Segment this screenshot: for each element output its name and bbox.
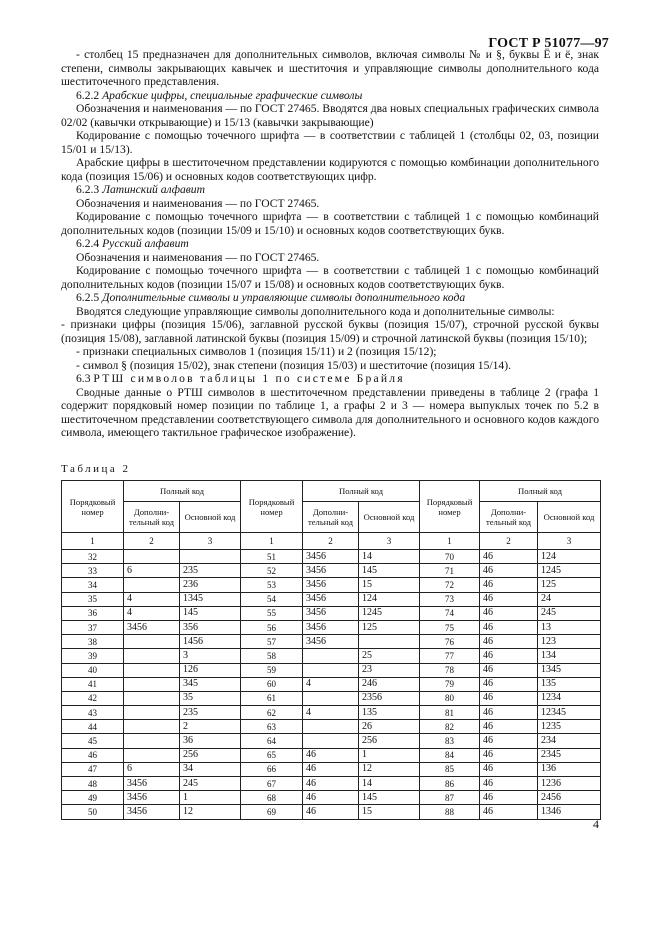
cell-main-code: 134	[538, 649, 601, 663]
cell-additional-code: 46	[480, 663, 538, 677]
cell-order-number: 32	[62, 550, 124, 564]
cell-main-code: 1245	[538, 564, 601, 578]
cell-additional-code: 46	[303, 762, 359, 776]
paragraph: Обозначения и наименования — по ГОСТ 27465.	[76, 250, 320, 264]
cell-order-number: 83	[420, 734, 480, 748]
cell-main-code: 145	[180, 606, 241, 620]
cell-additional-code: 3456	[303, 635, 359, 649]
cell-order-number: 45	[62, 734, 124, 748]
cell-additional-code: 46	[480, 620, 538, 634]
cell-main-code: 123	[538, 635, 601, 649]
cell-order-number: 81	[420, 706, 480, 720]
cell-order-number: 60	[241, 677, 303, 691]
paragraph: Кодирование с помощью точечного шрифта — в соответствии с таблицей 1 с помощью комбинаций дополнительных кодов (позиции 15/09 и 15/10) и основных кодов соответствующих букв.	[61, 210, 599, 237]
cell-additional-code: 46	[480, 606, 538, 620]
cell-main-code: 1345	[180, 592, 241, 606]
table-row	[62, 706, 601, 720]
cell-order-number: 33	[62, 564, 124, 578]
cell-additional-code	[124, 748, 180, 762]
cell-order-number: 50	[62, 805, 124, 819]
cell-additional-code: 46	[480, 564, 538, 578]
cell-order-number: 65	[241, 748, 303, 762]
header-full-code: Полный код	[303, 481, 420, 502]
cell-main-code: 25	[359, 649, 420, 663]
cell-order-number: 75	[420, 620, 480, 634]
cell-additional-code	[124, 734, 180, 748]
list-item: - признаки цифры (позиция 15/06), заглавной русской буквы (позиция 15/07), строчной русской буквы (позиция 15/08), заглавной латинской буквы (позиция 15/09) и строчной латинской буквы (позиция 15/10);	[61, 318, 599, 345]
cell-order-number: 87	[420, 791, 480, 805]
cell-additional-code	[124, 720, 180, 734]
cell-additional-code: 6	[124, 564, 180, 578]
table-caption: Таблица 2	[61, 463, 131, 475]
cell-order-number: 44	[62, 720, 124, 734]
column-number: 1	[420, 533, 480, 550]
section-heading-6-2-3: 6.2.3 Латинский алфавит	[76, 183, 205, 196]
cell-additional-code: 46	[480, 649, 538, 663]
column-number: 3	[538, 533, 601, 550]
cell-main-code: 124	[359, 592, 420, 606]
cell-order-number: 76	[420, 635, 480, 649]
cell-main-code: 234	[538, 734, 601, 748]
cell-additional-code	[124, 550, 180, 564]
cell-order-number: 61	[241, 691, 303, 705]
cell-main-code: 1	[359, 748, 420, 762]
header-main-code: Основной код	[538, 502, 601, 533]
table-row	[62, 791, 601, 805]
cell-additional-code	[124, 691, 180, 705]
cell-additional-code: 46	[480, 748, 538, 762]
cell-order-number: 77	[420, 649, 480, 663]
cell-additional-code: 3456	[303, 620, 359, 634]
cell-order-number: 53	[241, 578, 303, 592]
cell-additional-code: 3456	[303, 550, 359, 564]
cell-main-code: 345	[180, 677, 241, 691]
header-full-code: Полный код	[124, 481, 241, 502]
cell-main-code: 245	[180, 777, 241, 791]
cell-order-number: 37	[62, 620, 124, 634]
cell-order-number: 70	[420, 550, 480, 564]
cell-additional-code: 46	[480, 734, 538, 748]
cell-main-code	[180, 550, 241, 564]
paragraph: Кодирование с помощью точечного шрифта — в соответствии с таблицей 1 с помощью комбинаций дополнительных кодов (позиции 15/07 и 15/08) и основных кодов соответствующих букв.	[61, 264, 599, 291]
cell-main-code: 1346	[538, 805, 601, 819]
table-row	[62, 550, 601, 564]
cell-main-code: 356	[180, 620, 241, 634]
cell-main-code: 124	[538, 550, 601, 564]
cell-order-number: 38	[62, 635, 124, 649]
braille-table	[61, 480, 601, 820]
cell-additional-code: 4	[124, 592, 180, 606]
cell-main-code: 135	[359, 706, 420, 720]
cell-additional-code: 6	[124, 762, 180, 776]
cell-main-code: 24	[538, 592, 601, 606]
table-row	[62, 777, 601, 791]
table-row	[62, 592, 601, 606]
table-row	[62, 691, 601, 705]
cell-order-number: 34	[62, 578, 124, 592]
cell-additional-code: 46	[303, 805, 359, 819]
cell-order-number: 86	[420, 777, 480, 791]
cell-main-code: 256	[359, 734, 420, 748]
cell-additional-code	[303, 649, 359, 663]
cell-main-code: 12345	[538, 706, 601, 720]
cell-additional-code: 3456	[303, 578, 359, 592]
cell-main-code: 23	[359, 663, 420, 677]
header-order-number: Порядковый номер	[62, 481, 124, 533]
cell-order-number: 56	[241, 620, 303, 634]
cell-order-number: 74	[420, 606, 480, 620]
cell-main-code: 12	[359, 762, 420, 776]
table-body	[62, 550, 601, 820]
page-number: 4	[593, 817, 599, 831]
cell-main-code: 15	[359, 578, 420, 592]
cell-order-number: 72	[420, 578, 480, 592]
cell-additional-code: 3456	[303, 592, 359, 606]
table-row	[62, 734, 601, 748]
cell-main-code: 145	[359, 564, 420, 578]
cell-additional-code: 46	[480, 578, 538, 592]
cell-order-number: 54	[241, 592, 303, 606]
table-row	[62, 748, 601, 762]
cell-order-number: 42	[62, 691, 124, 705]
body-text	[61, 48, 599, 440]
table-row	[62, 805, 601, 819]
table-row	[62, 564, 601, 578]
cell-main-code: 2	[180, 720, 241, 734]
cell-additional-code: 46	[303, 791, 359, 805]
table-row	[62, 720, 601, 734]
cell-main-code: 36	[180, 734, 241, 748]
cell-additional-code: 46	[480, 592, 538, 606]
cell-additional-code	[124, 706, 180, 720]
cell-order-number: 36	[62, 606, 124, 620]
table-row	[62, 762, 601, 776]
cell-additional-code: 46	[480, 805, 538, 819]
cell-main-code: 236	[180, 578, 241, 592]
cell-additional-code: 46	[480, 720, 538, 734]
cell-order-number: 46	[62, 748, 124, 762]
cell-additional-code: 4	[124, 606, 180, 620]
cell-order-number: 48	[62, 777, 124, 791]
cell-main-code: 14	[359, 550, 420, 564]
cell-order-number: 84	[420, 748, 480, 762]
cell-order-number: 69	[241, 805, 303, 819]
cell-order-number: 59	[241, 663, 303, 677]
cell-order-number: 49	[62, 791, 124, 805]
cell-additional-code	[124, 663, 180, 677]
cell-order-number: 73	[420, 592, 480, 606]
table-row	[62, 606, 601, 620]
paragraph: Обозначения и наименования — по ГОСТ 27465. Вводятся два новых специальных графических символа 02/02 (кавычки открывающие) и 15/13 (кавычки закрывающие)	[61, 102, 599, 129]
paragraph: Сводные данные о РТШ символов в шеститочечном представлении приведены в таблице 2 (графа 1 содержит порядковый номер позиции по таблице 1, а графы 2 и 3 — номера выпуклых точек по 5.2 в шеститочечном представлении соответствующего символа для дополнительного и основного кодов каждого символа, имеющего тактильное графическое изображение).	[61, 385, 599, 439]
cell-main-code: 125	[359, 620, 420, 634]
column-number: 2	[303, 533, 359, 550]
cell-additional-code: 46	[480, 550, 538, 564]
cell-main-code: 2345	[538, 748, 601, 762]
paragraph: - столбец 15 предназначен для дополнительных символов, включая символы № и §, буквы Ё и ё, знак степени, символы закрывающих кавычек и шеститочия и управляющие символы дополнительного кода шеститочечного представления.	[61, 48, 599, 88]
header-main-code: Основной код	[180, 502, 241, 533]
header-order-number: Порядковый номер	[420, 481, 480, 533]
cell-additional-code: 3456	[303, 606, 359, 620]
list-item: - символ § (позиция 15/02), знак степени (позиция 15/03) и шеститочие (позиция 15/14).	[76, 358, 511, 372]
cell-order-number: 66	[241, 762, 303, 776]
table-row	[62, 663, 601, 677]
cell-additional-code: 3456	[303, 564, 359, 578]
cell-order-number: 64	[241, 734, 303, 748]
cell-main-code: 26	[359, 720, 420, 734]
column-number: 2	[480, 533, 538, 550]
header-additional-code: Дополни-тельный код	[124, 502, 180, 533]
header-additional-code: Дополни-тельный код	[303, 502, 359, 533]
cell-main-code: 145	[359, 791, 420, 805]
cell-main-code: 246	[359, 677, 420, 691]
document-id: ГОСТ Р 51077—97	[488, 36, 609, 51]
column-number: 1	[62, 533, 124, 550]
cell-main-code: 125	[538, 578, 601, 592]
cell-order-number: 52	[241, 564, 303, 578]
cell-main-code: 1245	[359, 606, 420, 620]
cell-order-number: 78	[420, 663, 480, 677]
cell-additional-code: 46	[303, 777, 359, 791]
cell-additional-code	[124, 649, 180, 663]
cell-additional-code: 46	[480, 691, 538, 705]
header-order-number: Порядковый номер	[241, 481, 303, 533]
cell-additional-code	[303, 720, 359, 734]
cell-order-number: 71	[420, 564, 480, 578]
cell-additional-code	[124, 677, 180, 691]
cell-main-code: 1345	[538, 663, 601, 677]
cell-additional-code	[303, 691, 359, 705]
cell-main-code: 256	[180, 748, 241, 762]
section-heading-6-2-4: 6.2.4 Русский алфавит	[76, 237, 189, 250]
column-number: 2	[124, 533, 180, 550]
cell-order-number: 68	[241, 791, 303, 805]
table-row	[62, 677, 601, 691]
cell-main-code: 15	[359, 805, 420, 819]
header-additional-code: Дополни-тельный код	[480, 502, 538, 533]
cell-additional-code: 46	[480, 706, 538, 720]
cell-main-code: 2456	[538, 791, 601, 805]
cell-additional-code	[303, 734, 359, 748]
cell-additional-code: 3456	[124, 791, 180, 805]
cell-main-code: 136	[538, 762, 601, 776]
table-row	[62, 649, 601, 663]
cell-order-number: 41	[62, 677, 124, 691]
cell-additional-code	[124, 635, 180, 649]
cell-order-number: 43	[62, 706, 124, 720]
cell-order-number: 85	[420, 762, 480, 776]
cell-additional-code: 46	[480, 777, 538, 791]
cell-main-code: 34	[180, 762, 241, 776]
cell-main-code: 14	[359, 777, 420, 791]
cell-additional-code: 46	[480, 762, 538, 776]
cell-order-number: 55	[241, 606, 303, 620]
paragraph: Кодирование с помощью точечного шрифта — в соответствии с таблицей 1 (столбцы 02, 03, позиции 15/01 и 15/13).	[61, 129, 599, 156]
cell-additional-code	[303, 663, 359, 677]
cell-order-number: 62	[241, 706, 303, 720]
cell-main-code: 12	[180, 805, 241, 819]
cell-main-code: 1456	[180, 635, 241, 649]
cell-order-number: 51	[241, 550, 303, 564]
column-number: 1	[241, 533, 303, 550]
cell-main-code: 126	[180, 663, 241, 677]
cell-order-number: 40	[62, 663, 124, 677]
column-number: 3	[180, 533, 241, 550]
cell-main-code: 235	[180, 706, 241, 720]
cell-main-code: 35	[180, 691, 241, 705]
cell-order-number: 79	[420, 677, 480, 691]
table-row	[62, 620, 601, 634]
cell-order-number: 67	[241, 777, 303, 791]
section-heading-6-2-2: 6.2.2 Арабские цифры, специальные графические символы	[76, 88, 363, 102]
cell-additional-code: 3456	[124, 620, 180, 634]
cell-order-number: 88	[420, 805, 480, 819]
cell-additional-code: 3456	[124, 777, 180, 791]
header-full-code: Полный код	[480, 481, 601, 502]
cell-order-number: 82	[420, 720, 480, 734]
cell-order-number: 35	[62, 592, 124, 606]
table-row	[62, 578, 601, 592]
cell-order-number: 58	[241, 649, 303, 663]
cell-main-code: 245	[538, 606, 601, 620]
header-main-code: Основной код	[359, 502, 420, 533]
paragraph: Обозначения и наименования — по ГОСТ 27465.	[76, 196, 320, 210]
cell-additional-code: 46	[480, 635, 538, 649]
cell-additional-code: 46	[480, 677, 538, 691]
section-heading-6-3: 6.3 РТШ символов таблицы 1 по системе Брайля	[76, 372, 405, 385]
table-row	[62, 635, 601, 649]
cell-main-code: 1234	[538, 691, 601, 705]
list-item: - признаки специальных символов 1 (позиция 15/11) и 2 (позиция 15/12);	[76, 345, 437, 358]
section-heading-6-2-5: 6.2.5 Дополнительные символы и управляющие символы дополнительного кода	[76, 291, 466, 304]
cell-main-code: 235	[180, 564, 241, 578]
cell-additional-code: 46	[303, 748, 359, 762]
cell-main-code: 1235	[538, 720, 601, 734]
cell-main-code: 1	[180, 791, 241, 805]
cell-additional-code: 3456	[124, 805, 180, 819]
cell-main-code: 2356	[359, 691, 420, 705]
cell-main-code	[359, 635, 420, 649]
cell-order-number: 57	[241, 635, 303, 649]
cell-order-number: 39	[62, 649, 124, 663]
cell-additional-code	[124, 578, 180, 592]
cell-main-code: 13	[538, 620, 601, 634]
cell-additional-code: 46	[480, 791, 538, 805]
paragraph: Арабские цифры в шеститочечном представлении кодируются с помощью комбинации дополнительного кода (позиция 15/06) и основных кодов соответствующих цифр.	[61, 156, 599, 183]
cell-order-number: 80	[420, 691, 480, 705]
cell-additional-code: 4	[303, 706, 359, 720]
cell-main-code: 1236	[538, 777, 601, 791]
cell-main-code: 3	[180, 649, 241, 663]
paragraph: Вводятся следующие управляющие символы дополнительного кода и дополнительные символы:	[76, 304, 555, 318]
cell-main-code: 135	[538, 677, 601, 691]
column-number: 3	[359, 533, 420, 550]
cell-additional-code: 4	[303, 677, 359, 691]
cell-order-number: 47	[62, 762, 124, 776]
cell-order-number: 63	[241, 720, 303, 734]
